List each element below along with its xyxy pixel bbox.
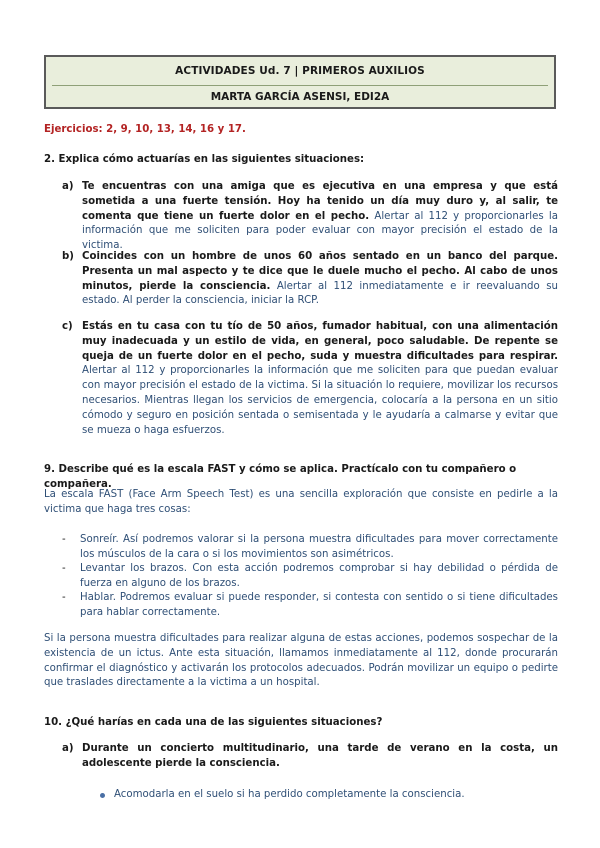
bullet-dot-icon bbox=[100, 793, 105, 798]
q10-bullet-text: Acomodarla en el suelo si ha perdido completamente la consciencia. bbox=[114, 789, 465, 800]
q10-item-a bbox=[62, 742, 558, 772]
q2-item-b-question: Coincides con un hombre de unos 60 años sentado en un banco del parque. Presenta un mal aspecto y te dice que le duele mucho el pecho. Al cabo de unos minutos, pierde la consciencia. bbox=[82, 251, 558, 292]
q10-item-a-label: a) bbox=[62, 743, 74, 754]
q2-item-c-question: Estás en tu casa con tu tío de 50 años, fumador habitual, con una alimentación muy inadecuada y un estilo de vida, en general, poco saludable. De repente se queja de un fuerte dolor en el pecho, suda y muestra dificultades para respirar. bbox=[82, 321, 558, 362]
q2-item-c-answer: Alertar al 112 y proporcionarles la información que me soliciten para que puedan evaluar con mayor precisión el estado de la victima. Si la situación lo requiere, movilizar los recursos necesarios. Mientras llegan los servicios de emergencia, colocaría a la persona en un sitio cómodo y seguro en posición sentada o semisentada y le ayudaría a calmarse y evitar que se mueza o haga esfuerzos. bbox=[82, 365, 558, 436]
q9-list-item-arms bbox=[62, 562, 558, 592]
q2-item-b-label: b) bbox=[62, 251, 74, 262]
q9-list-item-smile bbox=[62, 533, 558, 563]
q2-title: 2. Explica cómo actuarías en las siguientes situaciones: bbox=[44, 154, 365, 165]
q2-item-c-label: c) bbox=[62, 321, 73, 332]
q9-title: 9. Describe qué es la escala FAST y cómo se aplica. Practícalo con tu compañero o compañera. bbox=[44, 464, 517, 490]
header-box bbox=[44, 55, 556, 109]
q9-conclusion: Si la persona muestra dificultades para realizar alguna de estas acciones, podemos sospechar de la existencia de un ictus. Ante esta situación, llamamos inmediatamente al 112, donde procurarán confirmar el diagnóstico y activarán los protocolos adecuados. Podrán movilizar un equipo o pedirte que traslades directamente a la victima a un hospital. bbox=[44, 633, 558, 689]
list-dash: - bbox=[62, 592, 66, 603]
q2-item-a-answer: Alertar al 112 y proporcionarles la información que me soliciten para poder evaluar con mayor precisión el estado de la victima. bbox=[82, 210, 558, 252]
q9-list-item-smile-text: Sonreír. Así podremos valorar si la persona muestra dificultades para mover correctamente los músculos de la cara o si los movimientos son asimétricos. bbox=[80, 534, 558, 560]
list-dash: - bbox=[62, 563, 66, 574]
q2-item-a-label: a) bbox=[62, 181, 74, 192]
q9-list-item-speech bbox=[62, 591, 558, 621]
q9-list-item-speech-text: Hablar. Podremos evaluar si puede responder, si contesta con sentido o si tiene dificultades para hablar correctamente. bbox=[80, 592, 558, 618]
q2-item-a bbox=[62, 180, 558, 254]
q9-intro: La escala FAST (Face Arm Speech Test) es una sencilla exploración que consiste en pedirle a la victima que haga tres cosas: bbox=[44, 489, 558, 515]
q9-list-item-arms-text: Levantar los brazos. Con esta acción podremos comprobar si hay debilidad o pérdida de fuerza en alguno de los brazos. bbox=[80, 563, 558, 589]
exercises-label: Ejercicios: 2, 9, 10, 13, 14, 16 y 17. bbox=[44, 124, 246, 135]
q2-item-a-question: Te encuentras con una amiga que es ejecutiva en una empresa y que está sometida a una fuerte tensión. Hoy ha tenido un día muy duro y, al salir, te comenta que tiene un fuerte dolor en el pecho. bbox=[82, 181, 558, 222]
q2-item-b bbox=[62, 250, 558, 309]
q2-item-c bbox=[62, 320, 558, 438]
header-divider bbox=[52, 85, 548, 86]
q10-title: 10. ¿Qué harías en cada una de las siguientes situaciones? bbox=[44, 717, 383, 728]
header-author: MARTA GARCÍA ASENSI, EDI2A bbox=[210, 91, 390, 103]
list-dash: - bbox=[62, 534, 66, 545]
q2-item-b-answer: Alertar al 112 inmediatamente e ir reevaluando su estado. Al perder la consciencia, iniciar la RCP. bbox=[82, 280, 558, 307]
header-title: ACTIVIDADES Ud. 7 | PRIMEROS AUXILIOS bbox=[175, 65, 425, 77]
q10-item-a-question: Durante un concierto multitudinario, una tarde de verano en la costa, un adolescente pierde la consciencia. bbox=[82, 743, 558, 769]
q10-bullet-item bbox=[100, 788, 560, 803]
